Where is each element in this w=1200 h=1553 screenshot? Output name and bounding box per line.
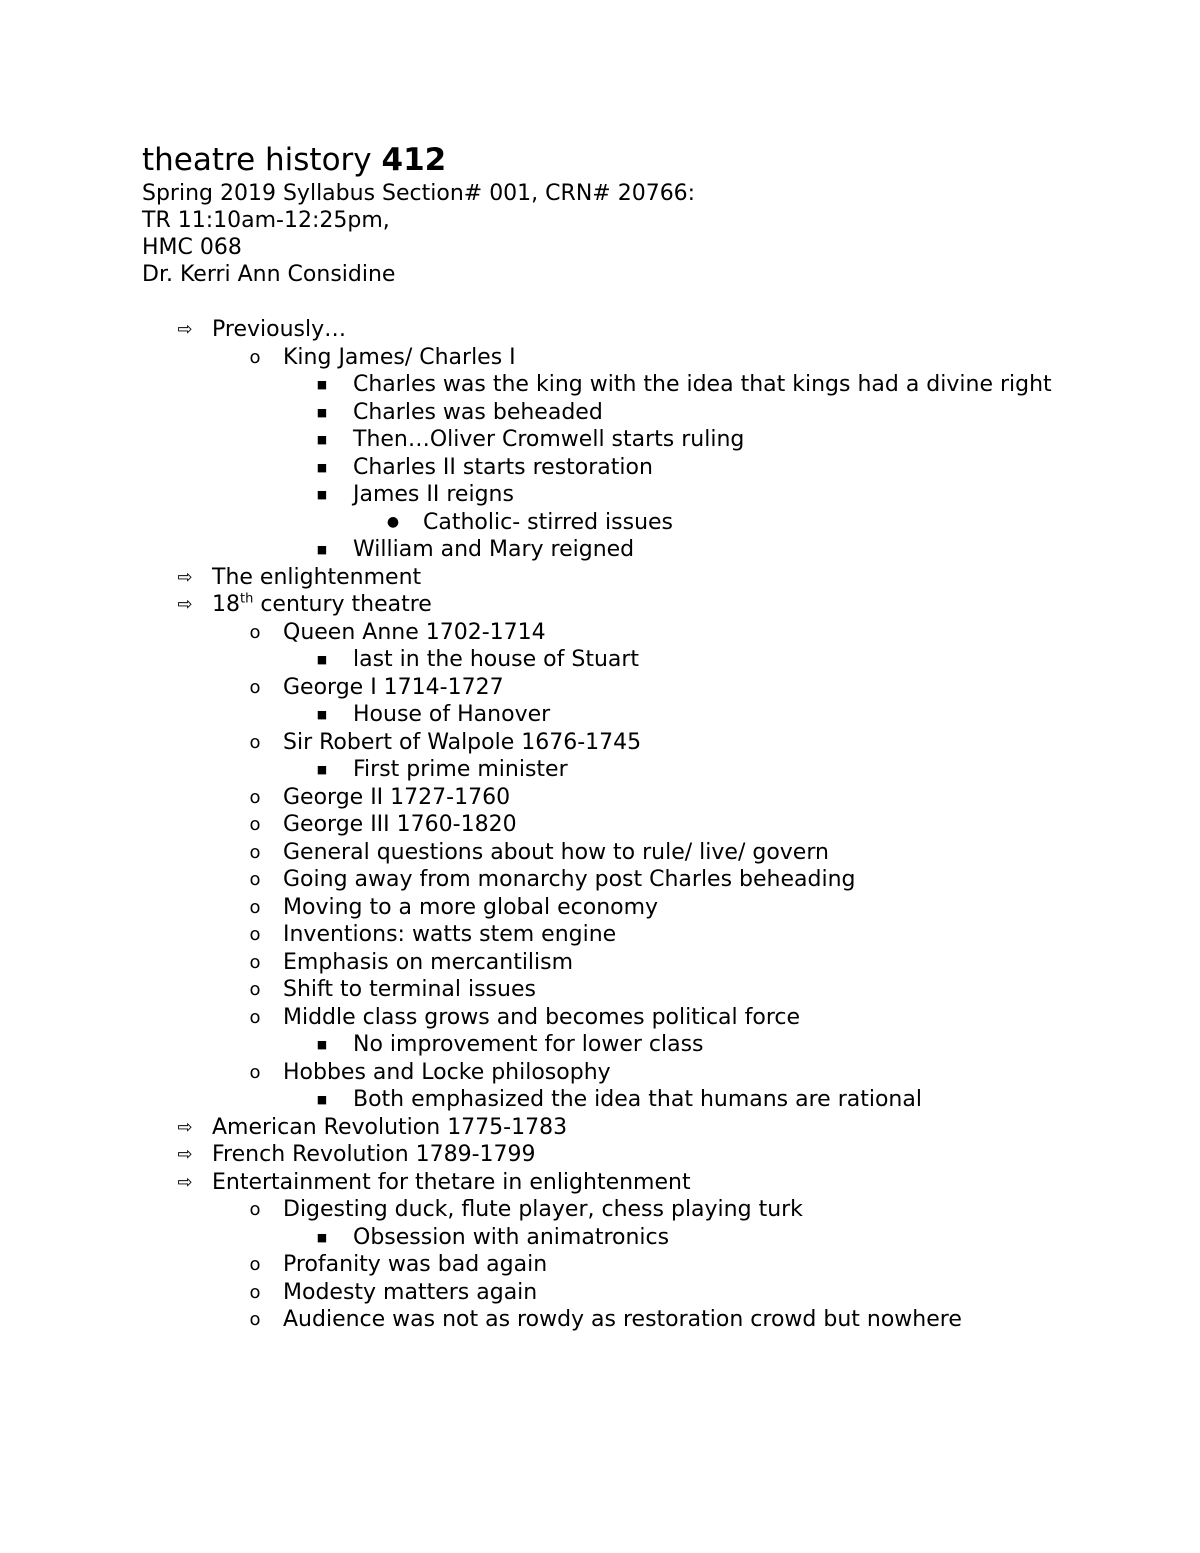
outline-item-level-1 — [0, 866, 1200, 894]
outline-item-main-text: Digesting duck, flute player, chess playing turk — [283, 1197, 803, 1222]
outline-item-level-1 — [0, 784, 1200, 812]
outline-item-main-text: Previously… — [212, 317, 347, 342]
ordinal-superscript: th — [240, 591, 254, 607]
outline-item-main-text: Queen Anne 1702-1714 — [283, 619, 546, 645]
outline-item-level-1 — [0, 921, 1200, 949]
outline-item-level-2 — [0, 536, 1200, 564]
circle-bullet-icon: o — [249, 621, 261, 643]
outline-item-main-text: 18 — [212, 592, 240, 617]
document-header — [142, 140, 695, 288]
outline-item-level-2 — [0, 701, 1200, 729]
outline-item-text — [283, 949, 1083, 977]
square-bullet-icon: ■ — [316, 488, 328, 501]
circle-bullet-icon: o — [249, 1254, 261, 1275]
circle-bullet-icon: o — [249, 1309, 261, 1330]
outline-item-main-text: Sir Robert of Walpole 1676-1745 — [283, 729, 642, 755]
circle-bullet-icon: o — [249, 346, 261, 368]
outline-item-text — [353, 399, 1053, 427]
outline-item-main-text: American Revolution 1775-1783 — [212, 1114, 568, 1140]
outline-item-main-text: Hobbes and Locke philosophy — [283, 1059, 611, 1085]
outline-item-text — [283, 976, 1083, 1004]
outline-item-main-text: No improvement for lower class — [353, 1032, 704, 1057]
outline-item-main-text: Entertainment for thetare in enlightenment — [212, 1169, 691, 1195]
circle-bullet-icon: o — [249, 786, 261, 808]
outline-item-level-1 — [0, 976, 1200, 1004]
circle-bullet-icon: o — [249, 869, 261, 890]
square-bullet-icon: ■ — [316, 433, 328, 446]
circle-bullet-icon: o — [249, 814, 261, 835]
outline-item-main-text: Shift to terminal issues — [283, 977, 536, 1002]
outline-item-main-text: Moving to a more global economy — [283, 894, 659, 920]
outline-item-main-text: Then…Oliver Cromwell starts ruling — [353, 427, 745, 452]
outline-item-main-text: Modesty matters again — [283, 1279, 538, 1305]
outline-item-main-text: Charles II starts restoration — [353, 454, 653, 480]
outline-item-text — [353, 1224, 1053, 1252]
circle-bullet-icon: o — [249, 951, 261, 973]
outline-item-text — [283, 784, 1083, 812]
outline-item-text — [212, 1141, 1112, 1169]
outline-item-text — [283, 839, 1083, 867]
dot-bullet-icon: ● — [386, 513, 400, 530]
outline-item-main-text: Going away from monarchy post Charles beheading — [283, 867, 856, 892]
outline-item-text — [353, 454, 1053, 482]
outline-item-main-text: General questions about how to rule/ live/ govern — [283, 839, 829, 865]
outline-item-level-2 — [0, 1031, 1200, 1059]
circle-bullet-icon: o — [249, 896, 261, 918]
outline-item-main-text: George III 1760-1820 — [283, 812, 517, 837]
outline-item-level-2 — [0, 399, 1200, 427]
outline-item-text — [283, 619, 1083, 647]
outline-item-level-2 — [0, 1224, 1200, 1252]
outline-item-text — [353, 371, 1053, 399]
outline-item-text — [212, 316, 1112, 344]
outline-item-text — [353, 481, 1053, 509]
outline-item-text — [283, 1059, 1083, 1087]
outline-item-main-text: Profanity was bad again — [283, 1252, 548, 1277]
outline-item-text — [283, 729, 1083, 757]
outline-item-text — [212, 1169, 1112, 1197]
outline-item-main-text: Middle class grows and becomes political force — [283, 1004, 801, 1030]
outline-item-level-0 — [0, 564, 1200, 592]
arrow-bullet-icon: ⇨ — [177, 319, 193, 340]
outline-item-text — [283, 1306, 1083, 1334]
outline-item-level-1 — [0, 1251, 1200, 1279]
outline-item-main-text: Obsession with animatronics — [353, 1224, 670, 1250]
outline-item-level-1 — [0, 729, 1200, 757]
square-bullet-icon: ■ — [316, 708, 328, 721]
outline-item-main-text: James II reigns — [353, 482, 514, 507]
outline-item-level-1 — [0, 674, 1200, 702]
title-text: theatre history — [142, 142, 382, 178]
square-bullet-icon: ■ — [316, 1093, 328, 1106]
square-bullet-icon: ■ — [316, 378, 328, 391]
outline-item-level-1 — [0, 1279, 1200, 1307]
outline-item-level-1 — [0, 1004, 1200, 1032]
course-number: 412 — [381, 142, 447, 178]
term-section-line: Spring 2019 Syllabus Section# 001, CRN# 20766: — [142, 181, 696, 206]
outline-item-level-1 — [0, 811, 1200, 839]
arrow-bullet-icon: ⇨ — [177, 566, 193, 588]
outline-item-text — [283, 1279, 1083, 1307]
outline-item-text — [353, 426, 1053, 454]
square-bullet-icon: ■ — [316, 460, 328, 474]
circle-bullet-icon: o — [249, 924, 261, 945]
outline-item-level-1 — [0, 949, 1200, 977]
circle-bullet-icon: o — [249, 979, 261, 1000]
outline-item-text — [283, 1004, 1083, 1032]
outline-item-text — [283, 811, 1083, 839]
room-line: HMC 068 — [142, 235, 242, 260]
circle-bullet-icon: o — [249, 731, 261, 753]
outline-item-level-0 — [0, 1169, 1200, 1197]
circle-bullet-icon: o — [249, 1006, 261, 1028]
outline-item-level-0 — [0, 1114, 1200, 1142]
page-title — [142, 140, 695, 180]
outline-item-main-text: King James/ Charles I — [283, 344, 516, 370]
outline-item-level-2 — [0, 454, 1200, 482]
outline-item-main-text: Audience was not as rowdy as restoration crowd but nowhere — [283, 1307, 962, 1332]
outline-item-main-text: George II 1727-1760 — [283, 784, 511, 810]
square-bullet-icon: ■ — [316, 653, 328, 666]
circle-bullet-icon: o — [249, 1281, 261, 1303]
outline-item-text — [283, 1196, 1083, 1224]
outline-item-text — [212, 1114, 1112, 1142]
outline-item-text — [283, 921, 1083, 949]
outline-item-level-2 — [0, 426, 1200, 454]
outline-item-level-0 — [0, 1141, 1200, 1169]
arrow-bullet-icon: ⇨ — [177, 1171, 193, 1193]
instructor-line: Dr. Kerri Ann Considine — [142, 262, 396, 287]
outline-item-level-1 — [0, 1306, 1200, 1334]
outline-item-text — [283, 344, 1083, 372]
outline-item-text — [353, 1031, 1053, 1059]
outline-item-level-1 — [0, 894, 1200, 922]
arrow-bullet-icon: ⇨ — [177, 1116, 193, 1138]
lecture-outline — [0, 316, 1200, 1334]
arrow-bullet-icon: ⇨ — [177, 594, 193, 615]
outline-item-main-text: House of Hanover — [353, 702, 551, 727]
outline-item-text — [353, 646, 1053, 674]
square-bullet-icon: ■ — [316, 543, 328, 556]
square-bullet-icon: ■ — [316, 1230, 328, 1244]
outline-item-level-2 — [0, 481, 1200, 509]
outline-item-text — [283, 866, 1083, 894]
outline-item-main-text: The enlightenment — [212, 564, 422, 590]
outline-item-level-1 — [0, 1196, 1200, 1224]
outline-item-level-3 — [0, 509, 1200, 537]
arrow-bullet-icon: ⇨ — [177, 1144, 193, 1165]
outline-item-main-text: Emphasis on mercantilism — [283, 949, 574, 975]
circle-bullet-icon: o — [249, 1199, 261, 1220]
circle-bullet-icon: o — [249, 841, 261, 863]
circle-bullet-icon: o — [249, 1061, 261, 1083]
outline-item-level-2 — [0, 646, 1200, 674]
outline-item-text — [353, 536, 1053, 564]
outline-item-level-1 — [0, 839, 1200, 867]
outline-item-text — [423, 509, 1063, 537]
outline-item-level-1 — [0, 1059, 1200, 1087]
outline-item-level-1 — [0, 344, 1200, 372]
outline-item-text — [212, 564, 1112, 592]
outline-item-text — [283, 894, 1083, 922]
outline-item-main-text: French Revolution 1789-1799 — [212, 1142, 536, 1167]
outline-item-level-2 — [0, 756, 1200, 784]
square-bullet-icon: ■ — [316, 1038, 328, 1051]
outline-item-level-2 — [0, 1086, 1200, 1114]
outline-item-level-0 — [0, 316, 1200, 344]
outline-item-level-0 — [0, 591, 1200, 619]
outline-item-main-text: last in the house of Stuart — [353, 647, 640, 672]
outline-item-main-text: Both emphasized the idea that humans are rational — [353, 1087, 922, 1112]
square-bullet-icon: ■ — [316, 763, 328, 776]
outline-item-main-text: Charles was the king with the idea that kings had a divine right — [353, 372, 1052, 397]
outline-item-main-text: William and Mary reigned — [353, 537, 635, 562]
meeting-time-line: TR 11:10am-12:25pm, — [142, 208, 390, 233]
outline-item-text — [353, 1086, 1053, 1114]
outline-item-trailing-text: century theatre — [253, 592, 432, 617]
outline-item-text — [353, 701, 1053, 729]
outline-item-main-text: Catholic- stirred issues — [423, 509, 674, 535]
outline-item-text — [353, 756, 1053, 784]
square-bullet-icon: ■ — [316, 405, 328, 419]
outline-item-level-2 — [0, 371, 1200, 399]
outline-item-main-text: Charles was beheaded — [353, 399, 603, 425]
outline-item-main-text: George I 1714-1727 — [283, 674, 504, 700]
outline-item-level-1 — [0, 619, 1200, 647]
outline-item-text — [283, 674, 1083, 702]
circle-bullet-icon: o — [249, 676, 261, 698]
outline-item-main-text: First prime minister — [353, 757, 568, 782]
outline-item-main-text: Inventions: watts stem engine — [283, 922, 617, 947]
outline-item-text — [283, 1251, 1083, 1279]
outline-item-text — [212, 591, 1112, 619]
